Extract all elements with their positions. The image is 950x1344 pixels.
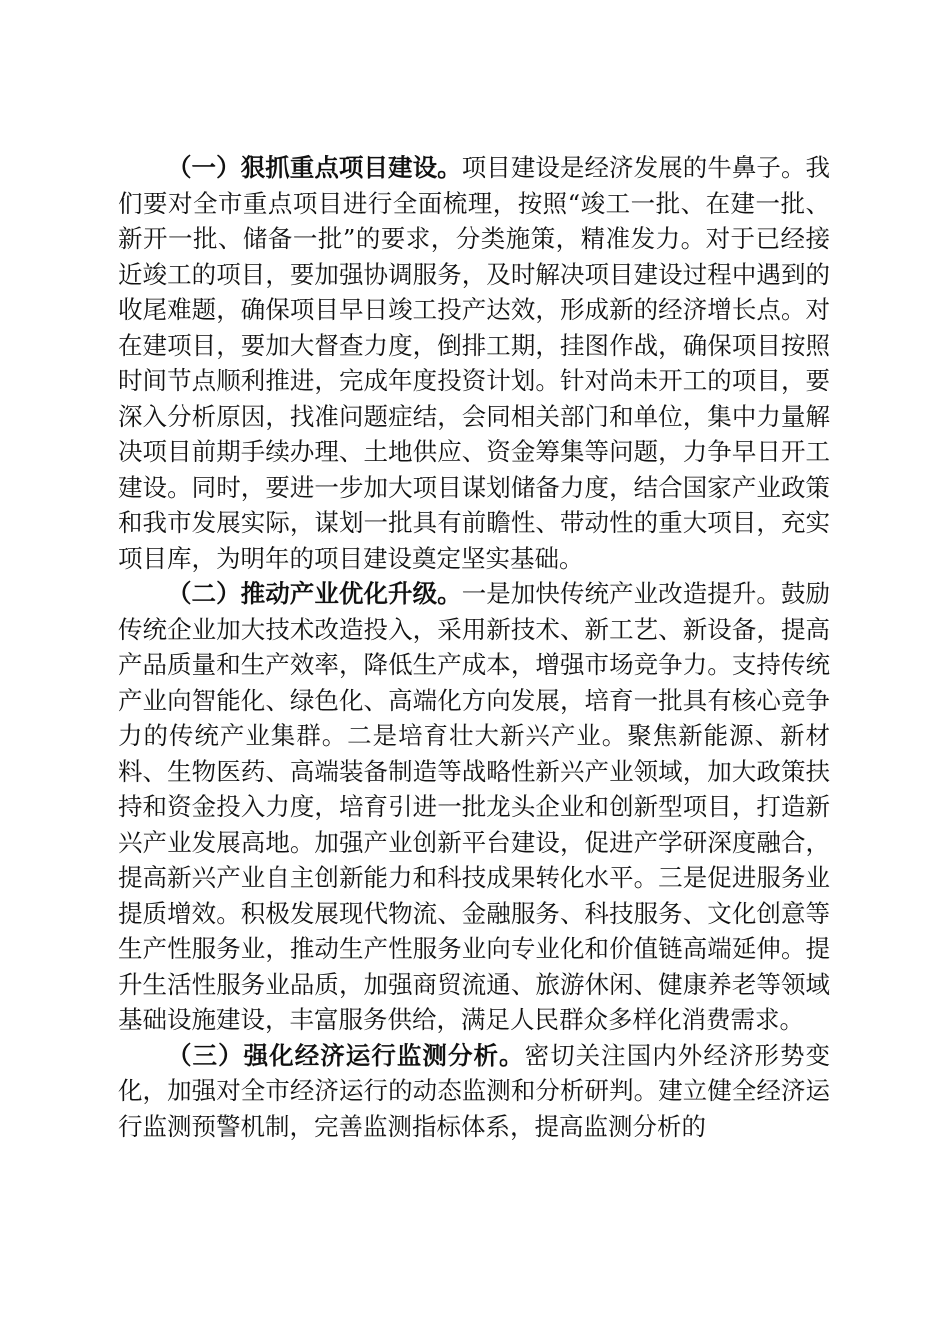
paragraph-industry-upgrade [118, 576, 830, 1038]
paragraph-text-2: 一是加快传统产业改造提升。鼓励传统企业加大技术改造投入，采用新技术、新工艺、新设备，提高产品质量和生产效率，降低生产成本，增强市场竞争力。支持传统产业向智能化、绿色化、高端化方向发展，培育一批具有核心竞争力的传统产业集群。二是培育壮大新兴产业。聚焦新能源、新材料、生物医药、高端装备制造等战略性新兴产业领域，加大政策扶持和资金投入力度，培育引进一批龙头企业和创新型项目，打造新兴产业发展高地。加强产业创新平台建设，促进产学研深度融合，提高新兴产业自主创新能力和科技成果转化水平。三是促进服务业提质增效。积极发展现代物流、金融服务、科技服务、文化创意等生产性服务业，推动生产性服务业向专业化和价值链高端延伸。提升生活性服务业品质，加强商贸流通、旅游休闲、健康养老等领域基础设施建设，丰富服务供给，满足人民群众多样化消费需求。 [118, 579, 831, 1034]
section-heading-3: （三）强化经济运行监测分析。 [167, 1040, 525, 1070]
paragraph-economic-monitoring [118, 1038, 830, 1145]
paragraph-text-3: 密切关注国内外经济形势变化，加强对全市经济运行的动态监测和分析研判。建立健全经济运行监测预警机制，完善监测指标体系，提高监测分析的 [118, 1040, 831, 1141]
section-heading-1: （一）狠抓重点项目建设。 [167, 153, 462, 182]
paragraph-key-projects [118, 150, 830, 576]
document-body [118, 150, 830, 1144]
section-heading-2: （二）推动产业优化升级。 [167, 579, 462, 608]
paragraph-text-1: 项目建设是经济发展的牛鼻子。我们要对全市重点项目进行全面梳理，按照“竣工一批、在建一批、新开一批、储备一批”的要求，分类施策，精准发力。对于已经接近竣工的项目，要加强协调服务，及时解决项目建设过程中遇到的收尾难题，确保项目早日竣工投产达效，形成新的经济增长点。对在建项目，要加大督查力度，倒排工期，挂图作战，确保项目按照时间节点顺利推进，完成年度投资计划。针对尚未开工的项目，要深入分析原因，找准问题症结，会同相关部门和单位，集中力量解决项目前期手续办理、土地供应、资金筹集等问题，力争早日开工建设。同时，要进一步加大项目谋划储备力度，结合国家产业政策和我市发展实际，谋划一批具有前瞻性、带动性的重大项目，充实项目库，为明年的项目建设奠定坚实基础。 [118, 153, 831, 573]
